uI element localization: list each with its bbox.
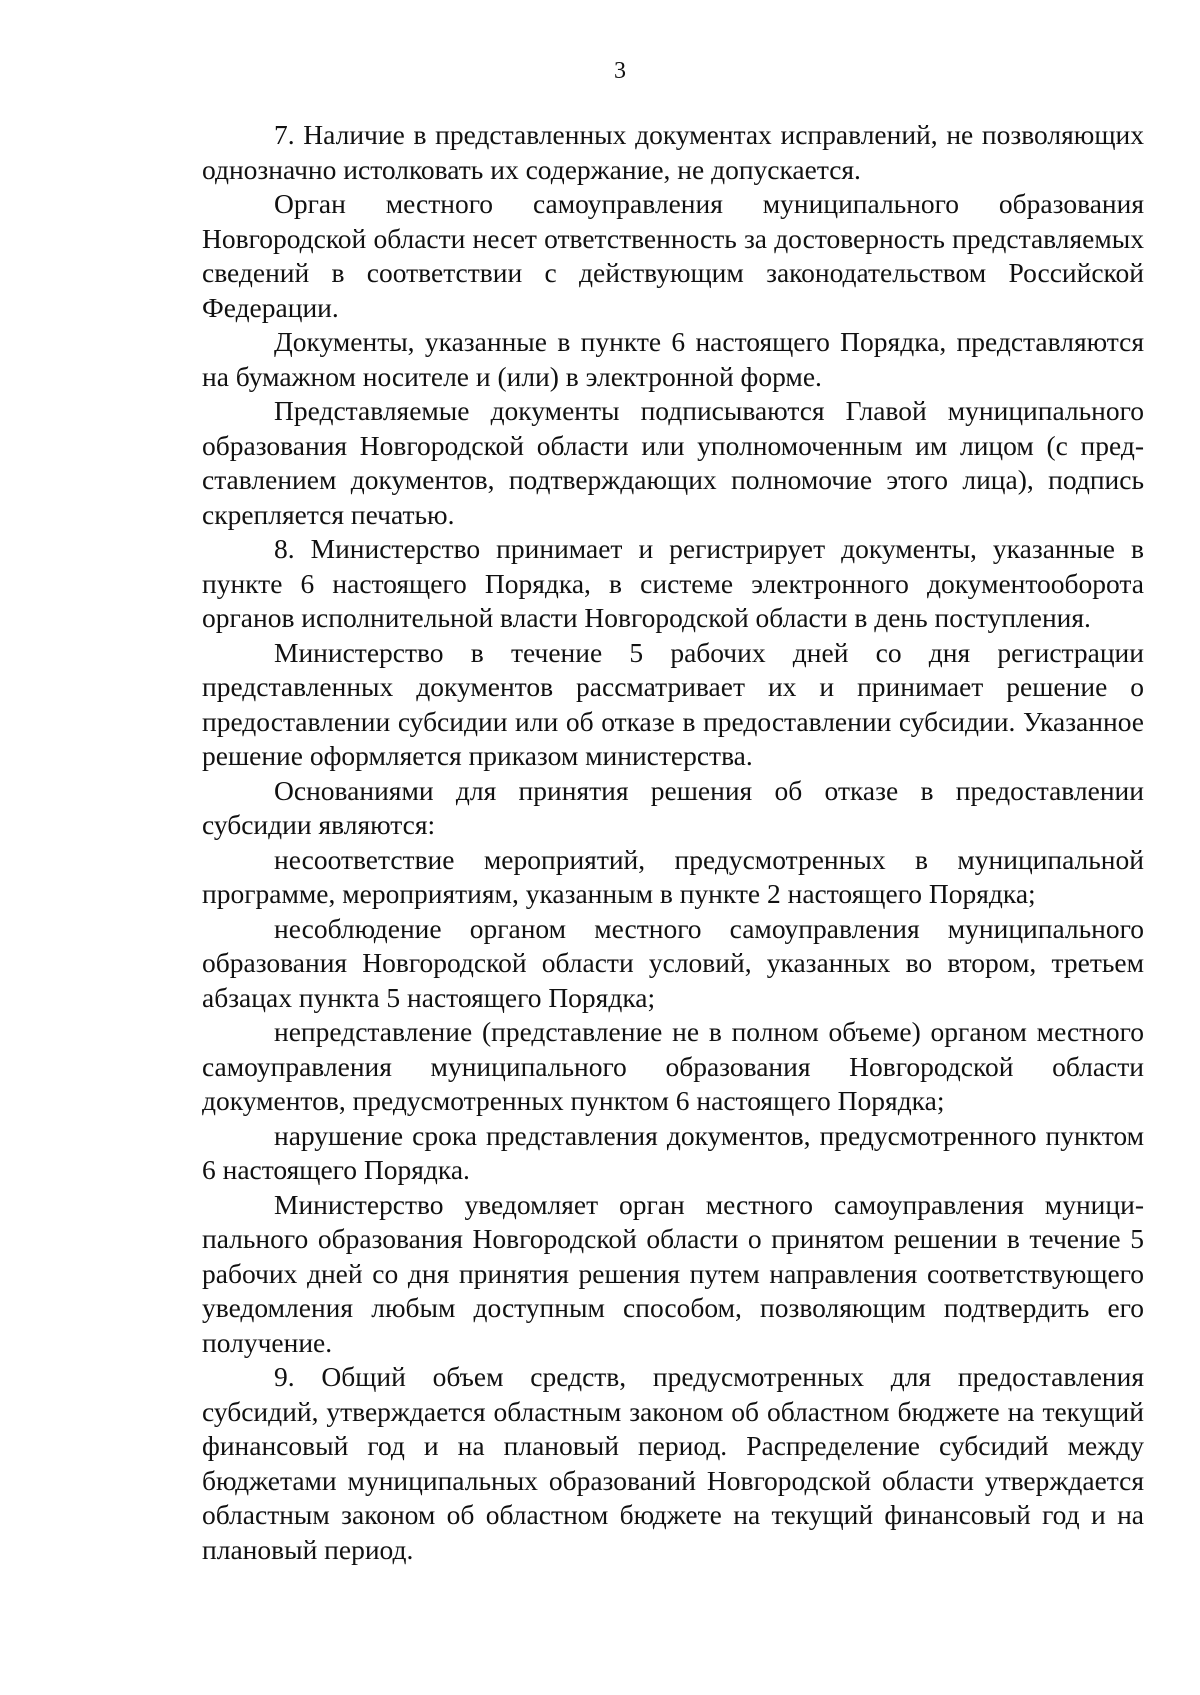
paragraph-item-9: 9. Общий объем средств, предусмотренных для предоставления субсидий, утверждается областным законом об областном бюджете на текущий финансовый год и на плановый период. Распределение субсидий между бюджетами муниципальных образований Новгородской области утверждается областным законом об областном бюджете на текущий финансовый год и на плановый период. (202, 1361, 1144, 1565)
paragraph-ground-deadline: нарушение срока представления документов, предусмотренного пунктом 6 настоящего Порядка. (202, 1119, 1144, 1185)
paragraph-item-8: 8. Министерство принимает и регистрирует документы, указанные в пункте 6 настоящего Порядка, в системе электронного документооборота органов исполнительной власти Новгородской области в день поступления. (202, 533, 1144, 633)
paragraph-document-form: Документы, указанные в пункте 6 настоящего Порядка, представляются на бумажном носителе и (или) в электронной форме. (202, 326, 1144, 392)
paragraph-responsibility: Орган местного самоуправления муниципального образования Новгородской области несет ответственность за достоверность представляемых сведений в соответствии с действующим законодательством Российской Федерации. (202, 188, 1144, 323)
paragraph-notification: Министерство уведомляет орган местного самоуправления муниципального образования Новгородской области о принятом решении в течение 5 рабочих дней со дня принятия решения путем направления соответствующего уведомления любым доступным способом, позволяющим подтвердить его получение. (202, 1188, 1144, 1358)
paragraph-item-7: 7. Наличие в представленных документах исправлений, не позволяющих однозначно истолковать их содержание, не допускается. (202, 119, 1144, 185)
paragraph-ground-mismatch: несоответствие мероприятий, предусмотренных в муниципальной программе, мероприятиям, указанным в пункте 2 настоящего Порядка; (202, 843, 1144, 909)
paragraph-signature: Представляемые документы подписываются Главой муниципального образования Новгородской области или уполномоченным им лицом (с представлением документов, подтверждающих полномочие этого лица), подпись скрепляется печатью. (202, 395, 1144, 530)
paragraph-decision: Министерство в течение 5 рабочих дней со дня регистрации представленных документов рассматривает их и принимает решение о предоставлении субсидии или об отказе в предоставлении субсидии. Указанное решение оформляется приказом министерства. (202, 636, 1144, 771)
paragraph-refusal-grounds: Основаниями для принятия решения об отказе в предоставлении субсидии являются: (202, 774, 1144, 840)
page-number: 3 (614, 58, 626, 84)
paragraph-ground-missing-documents: непредставление (представление не в полном объеме) органом местного самоуправления муниципального образования Новгородской области документов, предусмотренных пунктом 6 настоящего Порядка; (202, 1016, 1144, 1116)
document-body (202, 118, 1144, 1567)
paragraph-ground-noncompliance: несоблюдение органом местного самоуправления муниципального образования Новгородской области условий, указанных во втором, третьем абзацах пункта 5 настоящего Порядка; (202, 912, 1144, 1013)
